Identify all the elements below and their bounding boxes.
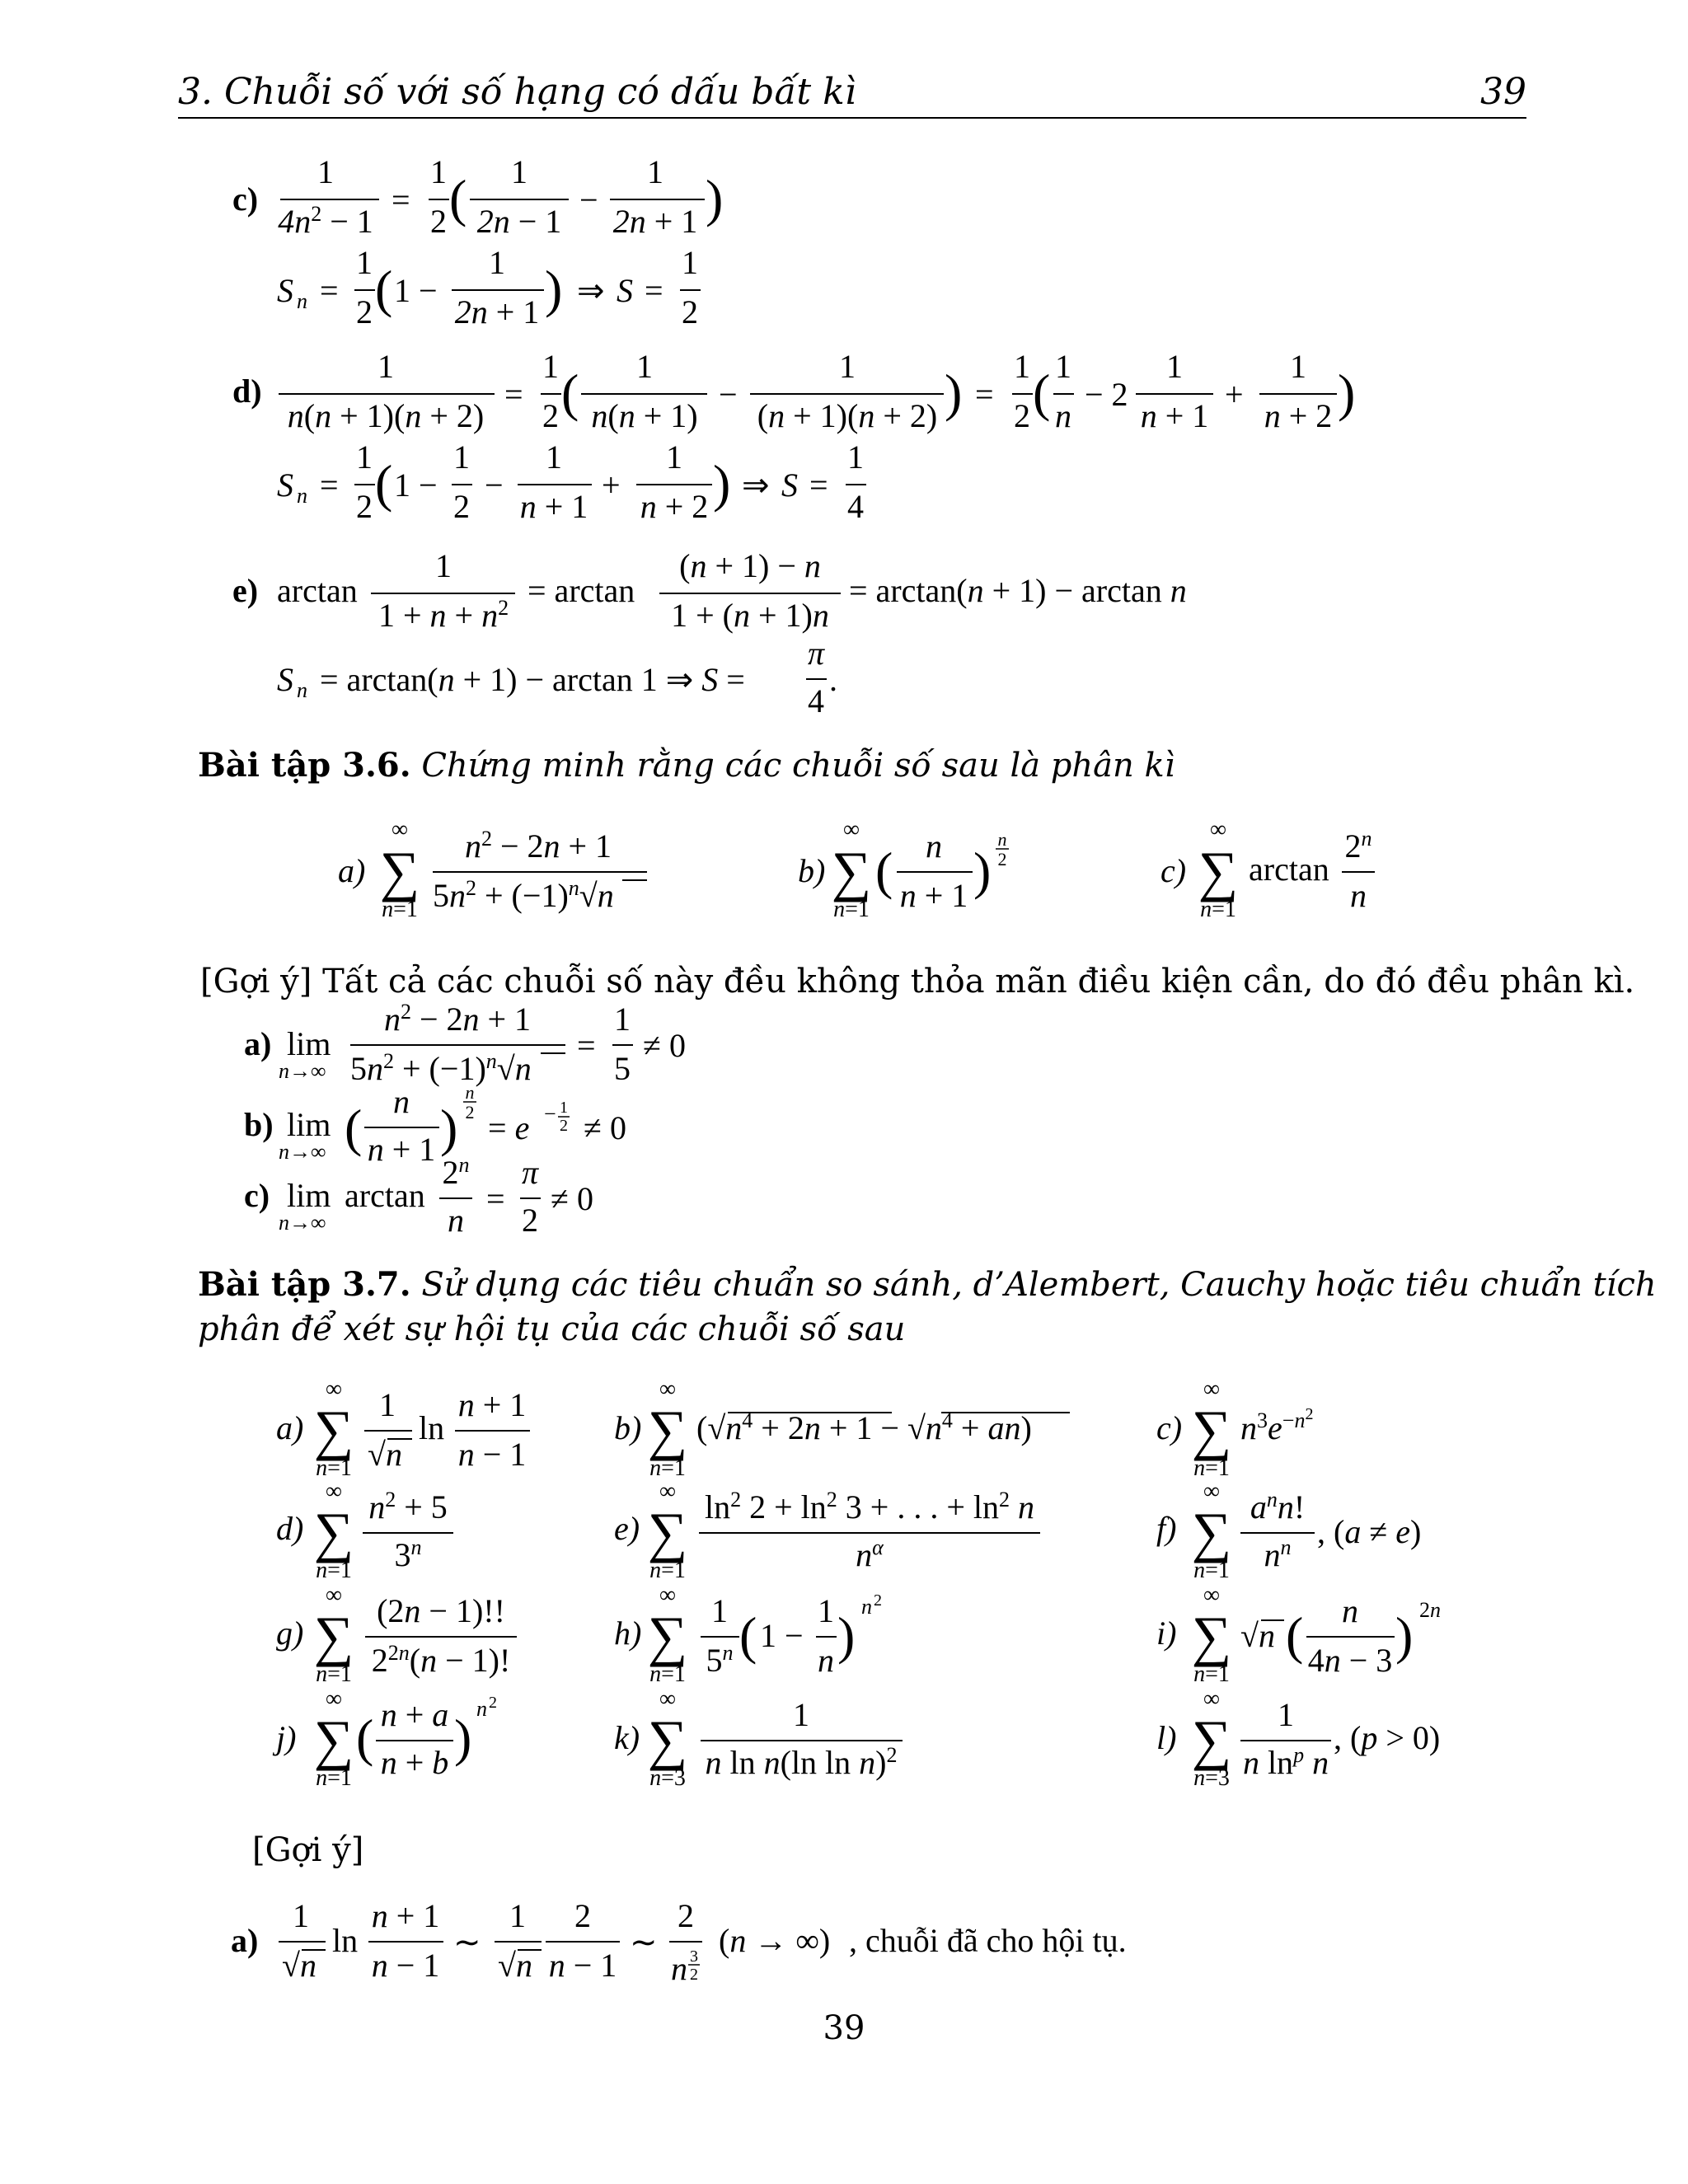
svg-text:=: =: [504, 376, 523, 413]
svg-text:∑: ∑: [647, 1399, 688, 1461]
svg-text:=: =: [577, 1027, 596, 1064]
svg-text:∑: ∑: [313, 1399, 354, 1461]
svg-text:n=1: n=1: [649, 1558, 686, 1583]
svg-text:≠ 0: ≠ 0: [584, 1109, 626, 1146]
svg-text:2: 2: [874, 1591, 882, 1610]
svg-text:1: 1: [356, 438, 373, 476]
svg-text:S: S: [617, 272, 633, 309]
svg-text:1: 1: [1290, 348, 1306, 385]
svg-text:n2 − 2n + 1: $n^2 - 2n + 1$: [383, 1000, 532, 1038]
ex37-label-k: k): [614, 1719, 640, 1756]
svg-text:+: +: [602, 466, 621, 504]
svg-text:1: 1: [1278, 1696, 1294, 1733]
svg-text:(: (: [875, 841, 893, 900]
svg-text:n=1: n=1: [382, 897, 418, 922]
svg-text:nα: $n^\alpha$: [856, 1535, 884, 1573]
svg-text:2n: 2n: [1419, 1598, 1441, 1622]
svg-text:∞: ∞: [659, 1686, 676, 1712]
svg-text:n=1: n=1: [1200, 897, 1236, 922]
svg-text:): ): [1395, 1606, 1414, 1665]
svg-text:1: 1: [666, 438, 682, 476]
svg-text:∑: ∑: [831, 840, 872, 902]
svg-text:2: 2: [690, 1966, 698, 1984]
svg-text:22n(n − 1)!: $2^2n(n - 1)$!: [371, 1641, 511, 1679]
svg-text:n=3: n=3: [1193, 1765, 1230, 1791]
svg-text:−: −: [579, 181, 598, 218]
svg-text:(: (: [739, 1606, 757, 1665]
svg-text:arctan: arctan: [1249, 851, 1329, 888]
svg-text:n=1: n=1: [649, 1455, 686, 1481]
svg-text:1: 1: [818, 1592, 834, 1629]
ex37-label-b: b): [614, 1409, 642, 1446]
svg-text:S: S: [277, 466, 293, 504]
ex37-hint-a: [231, 1897, 1127, 1987]
svg-text:n: n: [448, 1202, 464, 1239]
svg-text:∞: ∞: [659, 1376, 676, 1402]
svg-text:2: 2: [489, 1694, 497, 1712]
ex37-label-i: i): [1156, 1615, 1177, 1652]
svg-text:n + 1: n + 1: [371, 1897, 440, 1934]
svg-text:− 2: − 2: [1085, 376, 1128, 413]
svg-text:∑: ∑: [313, 1708, 354, 1771]
svg-text:1: 1: [1014, 348, 1030, 385]
svg-text:ln: ln: [332, 1922, 359, 1959]
svg-text:≠ 0: ≠ 0: [643, 1027, 686, 1064]
svg-text:3n: 3$^n$: [394, 1535, 422, 1573]
svg-text:∞: ∞: [1203, 1479, 1220, 1504]
svg-text:n: n: [393, 1083, 410, 1120]
svg-text:∞: ∞: [1210, 817, 1226, 842]
svg-text:n→∞: n→∞: [279, 1140, 326, 1164]
svg-text:∑: ∑: [1191, 1708, 1232, 1771]
svg-text:∑: ∑: [313, 1501, 354, 1563]
svg-text:): ): [706, 169, 724, 227]
exercise-3-6-statement: Chứng minh rằng các chuỗi số sau là phân kì: [421, 747, 1175, 785]
svg-text:5n: 5$^n$: [706, 1641, 734, 1679]
svg-text:∑: ∑: [1191, 1605, 1232, 1667]
svg-text:∑: ∑: [647, 1708, 688, 1771]
svg-text:∑: ∑: [647, 1501, 688, 1563]
svg-text:∑: ∑: [1198, 840, 1239, 902]
svg-text:1: 1: [1055, 348, 1071, 385]
svg-text:n(n + 1)(n + 2): n(n + 1)(n + 2): [287, 397, 485, 434]
svg-text:2: 2: [542, 397, 559, 434]
svg-text:ln: ln: [419, 1409, 445, 1446]
svg-text:≠ 0: ≠ 0: [551, 1180, 593, 1217]
svg-text:S: S: [277, 272, 293, 309]
svg-text:, (p > 0): , (p > 0): [1334, 1719, 1441, 1756]
svg-text:S: S: [781, 466, 798, 504]
svg-text:n=1: n=1: [316, 1661, 352, 1687]
svg-text:n: n: [1055, 397, 1071, 434]
svg-text:arctan: arctan: [345, 1177, 425, 1214]
svg-text:∞: ∞: [1203, 1582, 1220, 1608]
svg-text:n3e−n2: $n^3e^-n^2$: [1240, 1405, 1314, 1446]
svg-text:n + 1: n + 1: [457, 1386, 527, 1423]
svg-text:1: 1: [379, 1386, 396, 1423]
svg-text:1: 1: [509, 1897, 526, 1934]
svg-text:1: 1: [839, 348, 856, 385]
svg-text:n=1: n=1: [833, 897, 870, 922]
svg-text:2: 2: [678, 1897, 694, 1934]
svg-text:1: 1: [636, 348, 653, 385]
svg-text:n + 1: n + 1: [367, 1131, 436, 1168]
svg-text:n=1: n=1: [1193, 1661, 1230, 1687]
svg-text:=: =: [975, 376, 994, 413]
ex37-series-grid: [272, 1376, 1441, 1791]
svg-text:lim: lim: [287, 1177, 331, 1214]
svg-text:2: 2: [465, 1102, 475, 1122]
svg-text:(: (: [356, 1708, 374, 1767]
svg-text:=: =: [645, 272, 663, 309]
svg-text:n=1: n=1: [316, 1558, 352, 1583]
svg-text:1 + n + n2: $1 + n + n^2$: [377, 596, 509, 634]
svg-text:n − 1: n − 1: [548, 1947, 617, 1984]
svg-text:n2 + 5: $n^2 + 5$: [368, 1488, 448, 1526]
solution-c: [232, 153, 723, 330]
svg-text:n=1: n=1: [1193, 1455, 1230, 1481]
svg-text:(: (: [1033, 363, 1051, 422]
svg-text:=: =: [392, 181, 410, 218]
svg-text:1: 1: [793, 1696, 809, 1733]
ex37-label-e: e): [614, 1510, 640, 1547]
svg-text:(: (: [561, 363, 579, 422]
svg-text:n: n: [671, 1950, 687, 1987]
svg-text:2: 2: [356, 293, 373, 330]
svg-text:n→∞: n→∞: [279, 1059, 326, 1083]
svg-text:∞: ∞: [392, 817, 408, 842]
svg-text:1: 1: [647, 153, 663, 190]
label-d: d): [232, 373, 262, 410]
svg-text:): ): [973, 841, 992, 900]
svg-text:1: 1: [711, 1592, 728, 1629]
svg-text:lim: lim: [287, 1025, 331, 1062]
svg-text:): ): [945, 363, 963, 422]
exercise-3-6-hint: [Gợi ý] Tất cả các chuỗi số này đều không thỏa mãn điều kiện cần, do đó đều phân kì.: [200, 963, 1635, 1001]
svg-text:∑: ∑: [379, 840, 420, 902]
svg-text:n: n: [997, 829, 1007, 850]
svg-text:): ): [440, 1099, 458, 1157]
svg-text:nn: $n^n$: [1264, 1535, 1292, 1573]
svg-text:n=1: n=1: [316, 1765, 352, 1791]
ex37-label-h: h): [614, 1615, 642, 1652]
svg-text:1: 1: [682, 244, 698, 281]
svg-text:n ln n(ln ln n)2: n ln n(ln ln n)$^2$: [705, 1743, 898, 1781]
ex36-hint-limits: [244, 1000, 686, 1239]
svg-text:): ): [713, 454, 731, 513]
svg-text:−: −: [544, 1102, 556, 1126]
svg-text:n + b: n + b: [380, 1744, 449, 1781]
svg-text:1 + (n + 1)n: 1 + (n + 1)n: [671, 597, 829, 634]
svg-text:1 −: 1 −: [394, 272, 438, 309]
ex37-label-f: f): [1156, 1510, 1177, 1547]
svg-text:2n: 2$^n$: [1344, 827, 1372, 865]
svg-text:): ): [454, 1708, 472, 1767]
svg-text:∞: ∞: [659, 1479, 676, 1504]
svg-text:∞: ∞: [326, 1582, 342, 1608]
ex37-label-a: a): [276, 1409, 304, 1446]
svg-text:5: 5: [614, 1050, 631, 1087]
svg-text:1: 1: [560, 1099, 568, 1117]
svg-text:n=1: n=1: [1193, 1558, 1230, 1583]
svg-text:√n: √n: [498, 1947, 532, 1984]
exercise-3-7-heading: [198, 1265, 1657, 1304]
svg-text:n→∞: n→∞: [279, 1211, 326, 1235]
solution-e: [232, 547, 1187, 719]
svg-text:): ): [1338, 363, 1356, 422]
svg-text:2: 2: [574, 1897, 591, 1934]
svg-text:(: (: [1286, 1606, 1304, 1665]
svg-text:=: =: [320, 466, 339, 504]
exercise-3-7-heading-line2: [198, 1310, 905, 1348]
svg-text:2: 2: [997, 849, 1007, 869]
svg-text:ln2 2 + ln2 3 + . . . + ln2 n: $\ln^2 2 + \ln^2 3$ + . . . + $\ln^2 n$: [704, 1488, 1035, 1526]
svg-text:1: 1: [546, 438, 562, 476]
svg-text:4: 4: [808, 682, 824, 719]
svg-text:4: 4: [847, 488, 864, 525]
svg-text:1: 1: [317, 153, 334, 190]
svg-text:(n → ∞): (n → ∞): [719, 1922, 831, 1959]
svg-text:=: =: [809, 466, 828, 504]
svg-text:⇒: ⇒: [742, 466, 770, 504]
svg-text:∼: ∼: [453, 1924, 481, 1961]
svg-text:∞: ∞: [1203, 1376, 1220, 1402]
svg-text:1 −: 1 −: [760, 1617, 804, 1654]
svg-text:): ): [545, 260, 563, 318]
svg-text:∞: ∞: [326, 1376, 342, 1402]
svg-text:(n + 1) − n: (n + 1) − n: [679, 547, 821, 584]
svg-text:(n + 1)(n + 2): (n + 1)(n + 2): [757, 397, 938, 434]
svg-text:1: 1: [293, 1897, 309, 1934]
svg-text:(: (: [345, 1099, 363, 1157]
svg-text:2: 2: [522, 1202, 538, 1239]
svg-text:π: π: [521, 1154, 539, 1191]
ex37-label-d: d): [276, 1510, 304, 1547]
exercise-3-7-label: Bài tập 3.7.: [198, 1265, 411, 1304]
svg-text:, (a ≠ e): , (a ≠ e): [1317, 1513, 1422, 1550]
svg-text:lim: lim: [287, 1106, 331, 1143]
svg-text:2n: 2$^n$: [442, 1153, 470, 1191]
ex36-series: [338, 817, 1375, 922]
hint36-label-b: b): [244, 1106, 274, 1143]
svg-text:2: 2: [356, 488, 373, 525]
svg-text:n: n: [476, 1697, 487, 1721]
svg-text:n + 1: n + 1: [519, 488, 588, 525]
svg-text:∑: ∑: [647, 1605, 688, 1667]
svg-text:n + 1: n + 1: [899, 877, 968, 914]
svg-text:4n2 − 1: $4n^2 - 1$: [278, 202, 373, 240]
svg-text:1: 1: [489, 244, 505, 281]
exercise-3-7-statement-line2: phân để xét sự hội tụ của các chuỗi số sau: [198, 1310, 906, 1348]
svg-text:−: −: [719, 376, 738, 413]
svg-text:⇒: ⇒: [577, 272, 605, 309]
svg-text:∑: ∑: [313, 1605, 354, 1667]
hint36-label-a: a): [244, 1025, 272, 1062]
svg-text:1: 1: [435, 547, 452, 584]
exercise-3-6-heading: [198, 746, 1175, 785]
svg-text:1: 1: [511, 153, 528, 190]
solution-d: [232, 348, 1355, 525]
svg-text:n: n: [1342, 1592, 1358, 1629]
svg-text:(: (: [375, 260, 393, 318]
hint37-label-a: a): [231, 1922, 259, 1959]
svg-text:1: 1: [542, 348, 559, 385]
svg-text:(: (: [449, 169, 467, 227]
svg-text:arctan: arctan: [277, 572, 358, 609]
svg-text:√n: √n: [1240, 1617, 1275, 1654]
svg-text:4n − 3: 4n − 3: [1307, 1642, 1393, 1679]
svg-text:2: 2: [453, 488, 470, 525]
svg-text:.: .: [829, 661, 837, 698]
svg-text:ann!: $a^nn$!: [1250, 1488, 1306, 1526]
exercise-3-7-hint-label: [Gợi ý]: [252, 1831, 364, 1869]
svg-text:5n2 + (−1)n√n: $5n^2 + (-1)^n√n$: [350, 1049, 532, 1087]
ex36-label-b: b): [798, 852, 826, 889]
svg-text:n + 2: n + 2: [1264, 397, 1333, 434]
svg-text:n: n: [297, 484, 307, 508]
svg-text:π: π: [807, 635, 825, 672]
svg-text:= arctan(n + 1) − arctan 1 ⇒ S: = arctan(n + 1) − arctan 1 ⇒ S =: [320, 661, 745, 698]
svg-text:n: n: [818, 1642, 834, 1679]
svg-text:2n + 1: 2n + 1: [454, 293, 540, 330]
ex37-label-j: j): [276, 1719, 297, 1756]
svg-text:n: n: [465, 1082, 475, 1103]
svg-text:∞: ∞: [659, 1582, 676, 1608]
svg-text:√n: √n: [368, 1436, 402, 1473]
svg-text:n: n: [297, 289, 307, 313]
svg-text:n: n: [861, 1595, 872, 1619]
svg-text:S: S: [277, 661, 293, 698]
svg-text:n + a: n + a: [380, 1696, 449, 1733]
svg-text:n: n: [1350, 877, 1367, 914]
svg-text:√n: √n: [282, 1947, 316, 1984]
ex36-label-a: a): [338, 852, 366, 889]
svg-text:1: 1: [356, 244, 373, 281]
svg-text:2: 2: [682, 293, 698, 330]
svg-text:n − 1: n − 1: [371, 1947, 440, 1984]
svg-text:=: =: [486, 1180, 505, 1217]
svg-text:(2n − 1)!!: (2n − 1)!!: [377, 1592, 505, 1629]
svg-text:n lnp n: n $\ln^p n$: [1242, 1743, 1329, 1781]
svg-text:1 −: 1 −: [394, 466, 438, 504]
label-c: c): [232, 180, 259, 218]
svg-text:2: 2: [1014, 397, 1030, 434]
svg-text:n: n: [297, 678, 307, 702]
svg-text:∼: ∼: [630, 1924, 658, 1961]
footer-page-number: 39: [823, 2009, 865, 2047]
svg-text:= e: = e: [488, 1109, 530, 1146]
svg-text:n2 − 2n + 1: $n^2 - 2n + 1$: [464, 827, 612, 865]
svg-text:∑: ∑: [1191, 1501, 1232, 1563]
svg-text:1: 1: [430, 153, 447, 190]
svg-text:−: −: [485, 466, 504, 504]
svg-text:5n2 + (−1)n√n: $5n^2 + (-1)^n√n$: [433, 876, 614, 914]
svg-text:∞: ∞: [843, 817, 860, 842]
svg-text:n=1: n=1: [316, 1455, 352, 1481]
svg-text:2n + 1: 2n + 1: [612, 203, 698, 240]
ex36-label-c: c): [1160, 852, 1187, 889]
svg-text:1: 1: [1166, 348, 1183, 385]
svg-text:= arctan(n + 1) − arctan n: = arctan(n + 1) − arctan n: [849, 572, 1187, 609]
svg-text:n=1: n=1: [649, 1661, 686, 1687]
svg-text:1: 1: [453, 438, 470, 476]
svg-text:∞: ∞: [326, 1686, 342, 1712]
svg-text:+: +: [1225, 376, 1244, 413]
ex37-label-l: l): [1156, 1719, 1177, 1756]
svg-text:= arctan: = arctan: [528, 572, 635, 609]
svg-text:2n − 1: 2n − 1: [476, 203, 562, 240]
ex37-label-c: c): [1156, 1409, 1183, 1446]
svg-text:2: 2: [430, 203, 447, 240]
svg-text:∞: ∞: [1203, 1686, 1220, 1712]
svg-text:): ): [837, 1606, 856, 1665]
svg-text:1: 1: [847, 438, 864, 476]
hint36-label-c: c): [244, 1177, 270, 1214]
svg-text:3: 3: [690, 1947, 698, 1966]
chapter-title: 3. Chuỗi số với số hạng có dấu bất kì: [178, 71, 856, 113]
label-e: e): [232, 572, 259, 609]
svg-text:2: 2: [560, 1117, 568, 1135]
svg-text:(√n4 + 2n + 1 − √n4 + an): $(√n^4 + 2n + 1 - √n^4 + an)$: [696, 1408, 1032, 1446]
svg-text:1: 1: [377, 348, 394, 385]
svg-text:n=3: n=3: [649, 1765, 686, 1791]
svg-text:n + 1: n + 1: [1140, 397, 1209, 434]
exercise-3-7-statement-line1: Sử dụng các tiêu chuẩn so sánh, d’Alembert, Cauchy hoặc tiêu chuẩn tích: [421, 1266, 1657, 1304]
svg-text:n + 2: n + 2: [640, 488, 709, 525]
svg-text:(: (: [375, 454, 393, 513]
svg-text:∑: ∑: [1191, 1399, 1232, 1461]
svg-text:1: 1: [614, 1001, 631, 1038]
exercise-3-6-label: Bài tập 3.6.: [198, 746, 411, 785]
svg-text:=: =: [320, 272, 339, 309]
svg-text:n: n: [926, 827, 942, 865]
header-page-number: 39: [1480, 71, 1526, 113]
svg-text:n − 1: n − 1: [457, 1436, 527, 1473]
svg-text:∞: ∞: [326, 1479, 342, 1504]
hint37-a-conclusion: , chuỗi đã cho hội tụ.: [849, 1922, 1127, 1959]
ex37-label-g: g): [276, 1615, 304, 1652]
svg-text:n(n + 1): n(n + 1): [591, 397, 698, 434]
